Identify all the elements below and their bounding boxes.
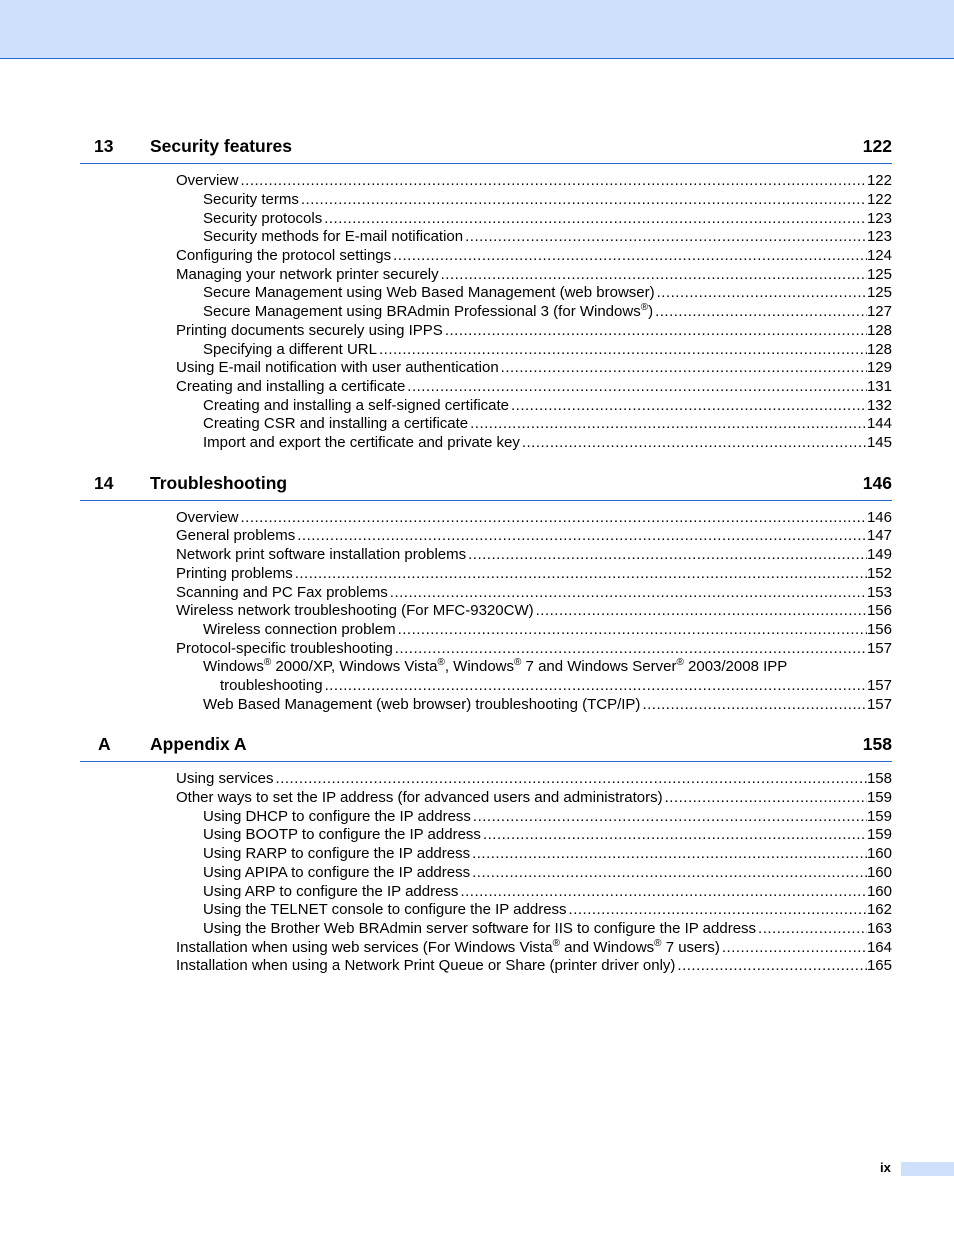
entry-text: Overview [176,509,239,526]
chapter-page: 122 [862,136,892,156]
entry-page: 123 [866,228,892,245]
footer-band [901,1162,954,1176]
leader-dots [642,696,867,714]
chapter-number: 13 [94,136,114,156]
entry-text: Installation when using web services (For Windows Vista® and Windows® 7 users) [176,938,720,956]
leader-dots [324,210,867,228]
entry-text: Secure Management using BRAdmin Professional 3 (for Windows®) [203,302,654,320]
leader-dots [393,247,867,265]
entry-text: Creating CSR and installing a certificate [203,415,469,432]
leader-dots [301,191,867,209]
leader-dots [511,397,867,415]
toc-entry-first-line[interactable]: Windows® 2000/XP, Windows Vista®, Windows® 7 and Windows Server® 2003/2008 IPP [203,657,788,675]
toc-entry[interactable] [176,359,892,377]
entry-page: 163 [866,920,892,937]
toc-entry[interactable] [176,584,892,602]
entry-page: 122 [866,191,892,208]
toc-entry[interactable] [176,789,892,807]
toc-entry[interactable] [203,808,892,826]
entry-page: 149 [866,546,892,563]
chapter-title: Appendix A [150,734,247,754]
leader-dots [483,826,867,844]
entry-text: Using the TELNET console to configure the IP address [203,901,567,918]
toc-entry[interactable] [176,527,892,545]
entry-page: 156 [866,621,892,638]
leader-dots [569,901,867,919]
leader-dots [407,378,867,396]
entry-text: Security terms [203,191,299,208]
entry-page: 125 [866,266,892,283]
toc-entry[interactable] [176,770,892,788]
leader-dots [241,509,867,527]
entry-page: 159 [866,808,892,825]
chapter-page: 146 [862,473,892,493]
toc-entry[interactable] [176,266,892,284]
entry-text: Web Based Management (web browser) troubleshooting (TCP/IP) [203,696,641,713]
entry-page: 158 [866,770,892,787]
leader-dots [297,527,867,545]
toc-entry[interactable] [203,284,892,302]
toc-entry[interactable] [176,602,892,620]
entry-text: Using ARP to configure the IP address [203,883,459,900]
toc-entry[interactable] [203,621,892,639]
toc-entry[interactable] [203,341,892,359]
leader-dots [398,621,867,639]
entry-page: 131 [866,378,892,395]
toc-entry[interactable] [203,210,892,228]
entry-page: 128 [866,341,892,358]
entry-text: Managing your network printer securely [176,266,439,283]
leader-dots [657,284,867,302]
chapter-heading [80,734,892,762]
leader-dots [758,920,867,938]
toc-entry[interactable] [203,191,892,209]
entry-text: Installation when using a Network Print Queue or Share (printer driver only) [176,957,676,974]
entry-page: 153 [866,584,892,601]
toc-entry[interactable] [176,546,892,564]
entry-text: Using services [176,770,274,787]
toc-entry[interactable] [203,864,892,882]
leader-dots [295,565,867,583]
leader-dots [395,640,867,658]
leader-dots [276,770,867,788]
leader-dots [501,359,867,377]
leader-dots [722,939,867,957]
entry-page: 159 [866,789,892,806]
chapter-title: Troubleshooting [150,473,288,493]
toc-entry[interactable] [176,957,892,975]
entry-text: Using RARP to configure the IP address [203,845,471,862]
toc-entry[interactable] [203,920,892,938]
leader-dots [470,415,867,433]
entry-page: 132 [866,397,892,414]
leader-dots [379,341,867,359]
entry-text: Printing problems [176,565,293,582]
entry-page: 160 [866,883,892,900]
entry-text: Protocol-specific troubleshooting [176,640,393,657]
toc-entry[interactable] [176,172,892,190]
entry-page: 156 [866,602,892,619]
entry-text: Configuring the protocol settings [176,247,392,264]
entry-page: 123 [866,210,892,227]
entry-text: Network print software installation problems [176,546,467,563]
entry-page: 157 [866,696,892,713]
entry-page: 145 [866,434,892,451]
entry-text: Scanning and PC Fax problems [176,584,388,601]
toc-entry[interactable] [203,397,892,415]
entry-text: Creating and installing a self-signed certificate [203,397,509,414]
entry-page: 125 [866,284,892,301]
page-number: ix [880,1160,891,1175]
entry-text: Creating and installing a certificate [176,378,406,395]
entry-page: 122 [866,172,892,189]
entry-text: Import and export the certificate and private key [203,434,520,451]
chapter-number: A [98,734,111,754]
entry-text: Printing documents securely using IPPS [176,322,443,339]
leader-dots [665,789,867,807]
toc-entry[interactable] [203,303,892,321]
leader-dots [325,677,867,695]
leader-dots [445,322,867,340]
entry-text: Other ways to set the IP address (for advanced users and administrators) [176,789,663,806]
entry-page: 159 [866,826,892,843]
toc-entry[interactable] [176,640,892,658]
entry-page: 128 [866,322,892,339]
entry-page: 127 [866,303,892,320]
entry-text: Security methods for E-mail notification [203,228,464,245]
toc-entry[interactable] [176,939,892,957]
entry-text: Wireless connection problem [203,621,396,638]
leader-dots [655,303,867,321]
entry-page: 157 [866,677,892,694]
chapter-number: 14 [94,473,114,493]
entry-page: 165 [866,957,892,974]
chapter-heading [80,136,892,164]
entry-text: Using E-mail notification with user authentication [176,359,499,376]
leader-dots [468,546,867,564]
toc-entry[interactable] [203,696,892,714]
toc-entry[interactable] [203,434,892,452]
entry-page: 160 [866,864,892,881]
entry-page: 160 [866,845,892,862]
toc-entry[interactable] [203,826,892,844]
entry-text: Using the Brother Web BRAdmin server software for IIS to configure the IP address [203,920,757,937]
entry-text: Using APIPA to configure the IP address [203,864,471,881]
toc-entry[interactable] [203,883,892,901]
entry-text: Security protocols [203,210,323,227]
entry-page: 157 [866,640,892,657]
entry-page: 144 [866,415,892,432]
toc-entry[interactable] [176,509,892,527]
header-band [0,0,954,59]
entry-page: 164 [866,939,892,956]
entry-text: Using DHCP to configure the IP address [203,808,471,825]
entry-page: 162 [866,901,892,918]
entry-page: 124 [866,247,892,264]
toc-entry[interactable] [176,378,892,396]
entry-text: Overview [176,172,239,189]
entry-page: 129 [866,359,892,376]
entry-page: 146 [866,509,892,526]
leader-dots [460,883,867,901]
leader-dots [441,266,867,284]
toc-entry[interactable] [176,322,892,340]
leader-dots [465,228,867,246]
toc-entry[interactable] [176,247,892,265]
entry-text: Secure Management using Web Based Management (web browser) [203,284,655,301]
leader-dots [473,808,867,826]
chapter-heading [80,473,892,501]
leader-dots [390,584,867,602]
entry-text: troubleshooting [220,677,323,694]
chapter-title: Security features [150,136,293,156]
toc-entry[interactable] [203,845,892,863]
leader-dots [472,845,867,863]
toc-entry[interactable] [203,415,892,433]
leader-dots [472,864,867,882]
entry-text: Specifying a different URL [203,341,377,358]
toc-entry[interactable] [203,228,892,246]
entry-text: General problems [176,527,296,544]
chapter-page: 158 [862,734,892,754]
leader-dots [241,172,867,190]
toc-entry[interactable] [203,901,892,919]
leader-dots [677,957,867,975]
entry-text: Wireless network troubleshooting (For MFC-9320CW) [176,602,534,619]
toc-entry[interactable] [220,677,892,695]
entry-page: 152 [866,565,892,582]
leader-dots [536,602,867,620]
toc-entry[interactable] [176,565,892,583]
leader-dots [522,434,867,452]
entry-text: Using BOOTP to configure the IP address [203,826,481,843]
entry-page: 147 [866,527,892,544]
